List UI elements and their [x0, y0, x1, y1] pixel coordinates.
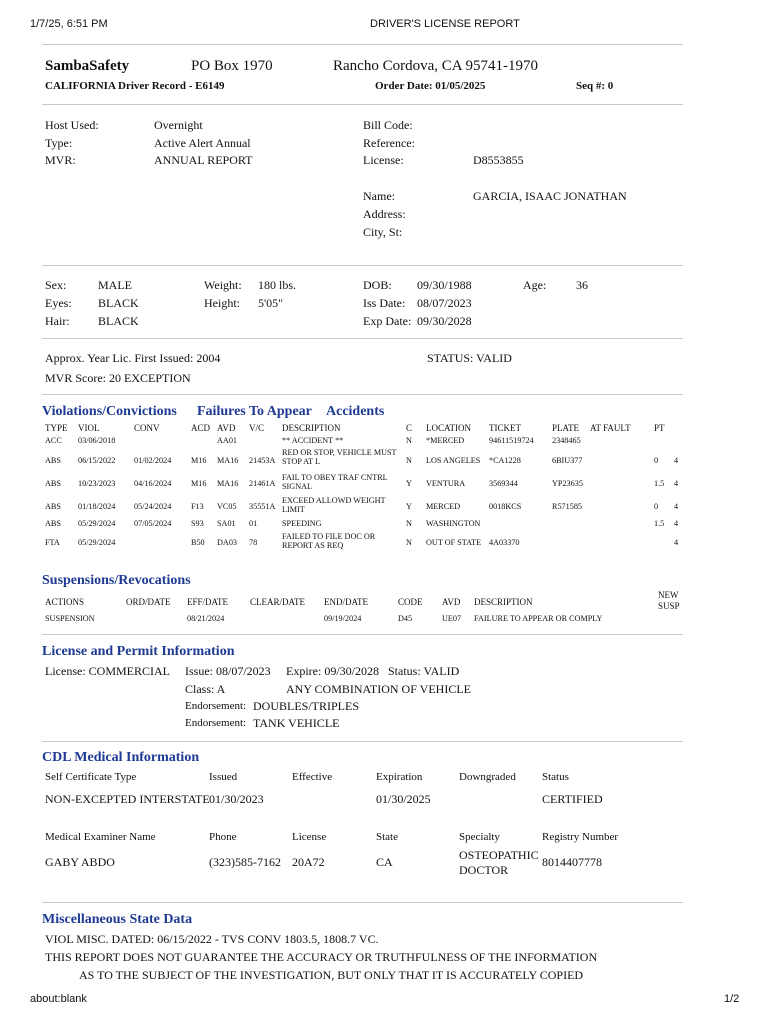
cell-code: D45	[398, 614, 413, 623]
violations-title: Violations/Convictions	[42, 404, 177, 419]
cell-pt-total: 4	[674, 502, 679, 511]
mvr-value: ANNUAL REPORT	[154, 153, 253, 167]
age-label: Age:	[523, 278, 547, 292]
cell-conv: 05/24/2024	[134, 502, 172, 511]
cdl-phone: (323)585-7162	[209, 855, 281, 869]
cell-c: N	[406, 538, 412, 547]
col-code: CODE	[398, 597, 423, 607]
cell-c: N	[406, 456, 412, 465]
license-class-desc: ANY COMBINATION OF VEHICLE	[286, 682, 471, 696]
cell-acd: M16	[191, 479, 207, 488]
cdl-expiration: 01/30/2025	[376, 792, 431, 806]
misc-line-1: VIOL MISC. DATED: 06/15/2022 - TVS CONV 1803.5, 1808.7 VC.	[45, 932, 379, 946]
cell-ticket: 94611519724	[489, 436, 534, 445]
cdl-col-state: State	[376, 831, 398, 843]
col-viol: VIOL	[78, 423, 100, 433]
col-location: LOCATION	[426, 423, 471, 433]
cell-viol: 05/29/2024	[78, 519, 116, 528]
cell-pt-total: 4	[674, 538, 679, 547]
name-value: GARCIA, ISAAC JONATHAN	[473, 189, 627, 203]
cell-vc: 21461A	[249, 479, 276, 488]
cell-conv: 01/02/2024	[134, 456, 172, 465]
company-name: SambaSafety	[45, 58, 130, 74]
eyes-value: BLACK	[98, 296, 139, 310]
first-issued: Approx. Year Lic. First Issued: 2004	[45, 351, 221, 365]
cdl-col-registry: Registry Number	[542, 831, 619, 843]
cdl-self-cert: NON-EXCEPTED INTERSTATE	[45, 792, 210, 806]
name-label: Name:	[363, 189, 395, 203]
cell-c: Y	[406, 502, 412, 511]
col-eff-date: EFF/DATE	[187, 597, 229, 607]
cell-ticket: 4A03370	[489, 538, 520, 547]
endorsement-2: TANK VEHICLE	[253, 716, 340, 730]
cdl-col-effective: Effective	[292, 771, 333, 783]
cdl-col-license: License	[292, 831, 327, 843]
misc-title: Miscellaneous State Data	[42, 912, 193, 927]
cell-type: ABS	[45, 479, 61, 488]
cell-plate: 2348465	[552, 436, 581, 445]
cell-pt-total: 4	[674, 456, 679, 465]
cell-desc: FAIL TO OBEY TRAF CNTRL SIGNAL	[282, 473, 388, 491]
col-clear-date: CLEAR/DATE	[250, 597, 305, 607]
col-susp: SUSP	[658, 601, 680, 611]
license-status: STATUS: VALID	[427, 351, 512, 365]
cdl-col-expiration: Expiration	[376, 771, 423, 783]
iss-date-label: Iss Date:	[363, 296, 406, 310]
reference-label: Reference:	[363, 136, 415, 150]
city-label: City, St:	[363, 225, 403, 239]
cdl-col-downgraded: Downgraded	[459, 771, 516, 783]
cell-desc: RED OR STOP, VEHICLE MUST STOP AT L	[282, 448, 397, 466]
license-class-type: License: COMMERCIAL	[45, 664, 170, 678]
cdl-col-self-cert: Self Certificate Type	[45, 771, 137, 783]
iss-date-value: 08/07/2023	[417, 296, 472, 310]
cdl-status: CERTIFIED	[542, 792, 603, 806]
exp-date-label: Exp Date:	[363, 314, 412, 328]
cell-pt: 1.5	[654, 479, 665, 488]
col-at-fault: AT FAULT	[590, 423, 631, 433]
col-description: DESCRIPTION	[474, 597, 533, 607]
col-conv: CONV	[134, 423, 160, 433]
cell-avd: AA01	[217, 436, 238, 445]
dob-value: 09/30/1988	[417, 278, 472, 292]
cdl-col-phone: Phone	[209, 831, 237, 843]
cdl-col-issued: Issued	[209, 771, 238, 783]
order-date: Order Date: 01/05/2025	[375, 80, 486, 92]
cell-type: ACC	[45, 436, 62, 445]
cell-viol: 01/18/2024	[78, 502, 116, 511]
cell-eff-date: 08/21/2024	[187, 614, 225, 623]
sex-value: MALE	[98, 278, 132, 292]
dob-label: DOB:	[363, 278, 392, 292]
cell-location: OUT OF STATE	[426, 538, 482, 547]
endorsement-1: DOUBLES/TRIPLES	[253, 699, 360, 713]
license-class: Class: A	[185, 682, 226, 696]
cell-avd: MA16	[217, 456, 239, 465]
cell-ticket: 3569344	[489, 479, 518, 488]
col-avd: AVD	[217, 423, 236, 433]
cell-type: ABS	[45, 502, 61, 511]
cell-type: FTA	[45, 538, 60, 547]
weight-label: Weight:	[204, 278, 242, 292]
license-label: License:	[363, 153, 404, 167]
cdl-title: CDL Medical Information	[42, 750, 200, 765]
cell-ticket: 0018KCS	[489, 502, 522, 511]
host-used-label: Host Used:	[45, 118, 99, 132]
failures-title: Failures To Appear	[197, 404, 312, 419]
cell-actions: SUSPENSION	[45, 614, 95, 623]
hair-value: BLACK	[98, 314, 139, 328]
col-avd: AVD	[442, 597, 461, 607]
cell-pt-total: 4	[674, 479, 679, 488]
po-box: PO Box 1970	[191, 58, 273, 74]
cell-pt-total: 4	[674, 519, 679, 528]
cell-avd: MA16	[217, 479, 239, 488]
col-acd: ACD	[191, 423, 211, 433]
col-c: C	[406, 423, 413, 433]
col-pt: PT	[654, 423, 665, 433]
mvr-label: MVR:	[45, 153, 76, 167]
cdl-license: 20A72	[292, 855, 325, 869]
eyes-label: Eyes:	[45, 296, 72, 310]
license-expire: Expire: 09/30/2028	[286, 664, 379, 678]
cell-location: WASHINGTON	[426, 519, 481, 528]
age-value: 36	[576, 278, 588, 292]
cell-vc: 01	[249, 519, 258, 528]
cell-location: LOS ANGELES	[426, 456, 481, 465]
cell-ticket: *CA1228	[489, 456, 521, 465]
print-page-number: 1/2	[724, 993, 740, 1005]
cell-viol: 03/06/2018	[78, 436, 116, 445]
col-type: TYPE	[45, 423, 68, 433]
cell-vc: 35551A	[249, 502, 276, 511]
cdl-state: CA	[376, 855, 393, 869]
company-address: Rancho Cordova, CA 95741-1970	[333, 58, 538, 74]
cell-conv: 04/16/2024	[134, 479, 172, 488]
misc-line-3: AS TO THE SUBJECT OF THE INVESTIGATION, BUT ONLY THAT IT IS ACCURATELY COPIED	[79, 968, 584, 982]
print-footer-url: about:blank	[30, 993, 87, 1005]
cell-type: ABS	[45, 456, 61, 465]
cell-acd: S93	[191, 519, 204, 528]
col-new: NEW	[658, 590, 679, 600]
cdl-examiner: GABY ABDO	[45, 855, 115, 869]
weight-value: 180 lbs.	[258, 278, 297, 292]
bill-code-label: Bill Code:	[363, 118, 413, 132]
cell-desc: ** ACCIDENT **	[282, 436, 344, 445]
license-permit-status: Status: VALID	[388, 664, 460, 678]
cell-location: MERCED	[426, 502, 461, 511]
col-vc: V/C	[249, 423, 265, 433]
cell-c: N	[406, 436, 412, 445]
height-value: 5'05"	[258, 296, 284, 310]
cell-vc: 78	[249, 538, 258, 547]
sex-label: Sex:	[45, 278, 67, 292]
exp-date-value: 09/30/2028	[417, 314, 472, 328]
col-description: DESCRIPTION	[282, 423, 341, 433]
cell-pt: 0	[654, 502, 659, 511]
cell-viol: 10/23/2023	[78, 479, 116, 488]
license-issue: Issue: 08/07/2023	[185, 664, 271, 678]
cell-acd: B50	[191, 538, 205, 547]
accidents-title: Accidents	[326, 404, 385, 419]
cdl-col-specialty: Specialty	[459, 831, 500, 843]
hair-label: Hair:	[45, 314, 70, 328]
cell-plate: 6BIU377	[552, 456, 583, 465]
col-ord-date: ORD/DATE	[126, 597, 171, 607]
cell-pt: 0	[654, 456, 659, 465]
license-value: D8553855	[473, 153, 524, 167]
cell-end-date: 09/19/2024	[324, 614, 362, 623]
cell-type: ABS	[45, 519, 61, 528]
cell-viol: 06/15/2022	[78, 456, 116, 465]
cdl-issued: 01/30/2023	[209, 792, 264, 806]
cell-viol: 05/29/2024	[78, 538, 116, 547]
col-end-date: END/DATE	[324, 597, 368, 607]
cell-vc: 21453A	[249, 456, 276, 465]
type-value: Active Alert Annual	[154, 136, 251, 150]
col-plate: PLATE	[552, 423, 579, 433]
mvr-score: MVR Score: 20 EXCEPTION	[45, 371, 191, 385]
endorsement-label: Endorsement:	[185, 700, 247, 712]
license-info-title: License and Permit Information	[42, 644, 235, 659]
type-label: Type:	[45, 136, 73, 150]
cell-location: VENTURA	[426, 479, 466, 488]
cell-c: Y	[406, 479, 412, 488]
col-ticket: TICKET	[489, 423, 521, 433]
cell-plate: YP23635	[552, 479, 583, 488]
cdl-col-examiner: Medical Examiner Name	[45, 831, 156, 843]
cell-avd: VC05	[217, 502, 237, 511]
height-label: Height:	[204, 296, 240, 310]
cell-desc: EXCEED ALLOWD WEIGHT LIMIT	[282, 496, 386, 514]
cell-desc: FAILURE TO APPEAR OR COMPLY	[474, 614, 603, 623]
suspensions-title: Suspensions/Revocations	[42, 573, 191, 588]
cell-avd: UE07	[442, 614, 462, 623]
cell-c: N	[406, 519, 412, 528]
address-label: Address:	[363, 207, 406, 221]
col-actions: ACTIONS	[45, 597, 85, 607]
cdl-registry: 8014407778	[542, 855, 602, 869]
seq-number: Seq #: 0	[576, 80, 614, 92]
endorsement-label: Endorsement:	[185, 717, 247, 729]
cell-pt: 1.5	[654, 519, 665, 528]
print-datetime: 1/7/25, 6:51 PM	[30, 18, 108, 30]
cell-avd: SA01	[217, 519, 236, 528]
cell-avd: DA03	[217, 538, 238, 547]
misc-line-2: THIS REPORT DOES NOT GUARANTEE THE ACCURACY OR TRUTHFULNESS OF THE INFORMATION	[45, 950, 598, 964]
record-title: CALIFORNIA Driver Record - E6149	[45, 80, 225, 92]
cell-conv: 07/05/2024	[134, 519, 172, 528]
cell-plate: R571585	[552, 502, 583, 511]
cdl-specialty: OSTEOPATHIC DOCTOR	[459, 848, 539, 877]
cell-desc: FAILED TO FILE DOC OR REPORT AS REQ	[282, 532, 376, 550]
print-title: DRIVER'S LICENSE REPORT	[370, 18, 520, 30]
cell-acd: F13	[191, 502, 204, 511]
cdl-col-status: Status	[542, 771, 569, 783]
host-used-value: Overnight	[154, 118, 203, 132]
cell-desc: SPEEDING	[282, 519, 322, 528]
cell-location: *MERCED	[426, 436, 465, 445]
cell-acd: M16	[191, 456, 207, 465]
